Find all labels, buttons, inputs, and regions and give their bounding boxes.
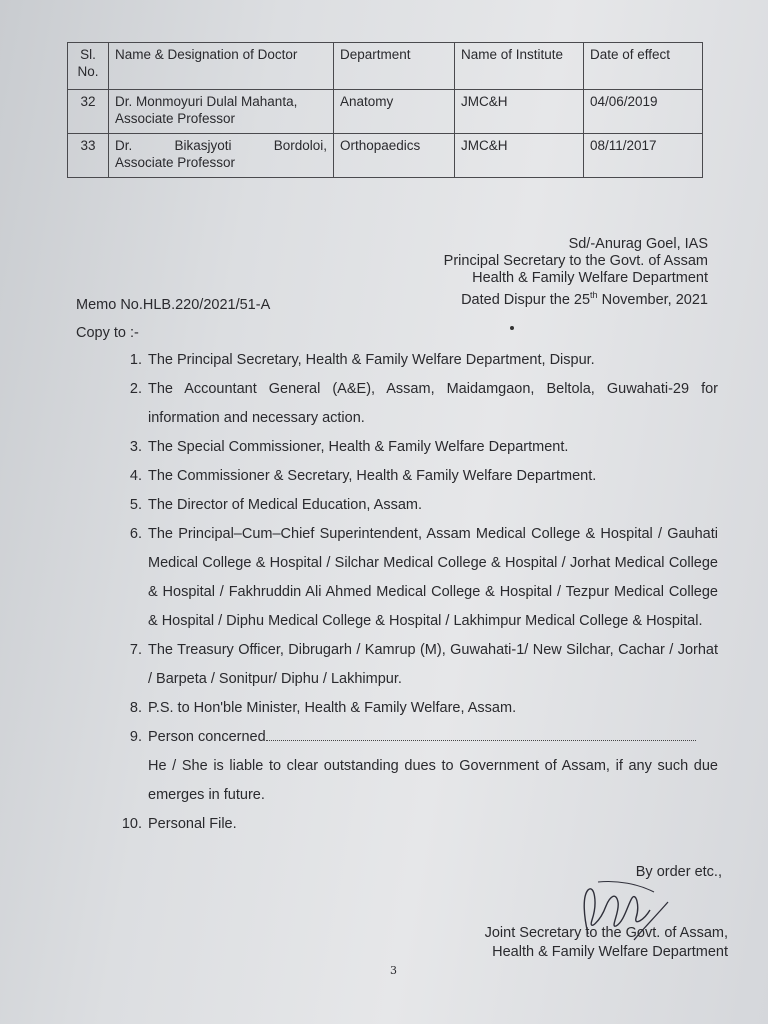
- signatory-date: [444, 287, 708, 309]
- header-department: Department: [334, 43, 455, 90]
- item-number: 6.: [129, 526, 142, 542]
- item-number: 3.: [129, 439, 142, 455]
- recipient-list: [118, 346, 718, 839]
- item-note: He / She is liable to clear outstanding dues to Government of Assam, if any such due emerges in future.: [148, 758, 718, 803]
- item-text: The Director of Medical Education, Assam.: [148, 497, 423, 513]
- doctor-table: [67, 42, 703, 178]
- table-header-row: [68, 43, 703, 90]
- dotted-blank: [266, 728, 696, 741]
- list-item: [118, 346, 718, 375]
- list-item: [118, 636, 718, 694]
- cell-institute: JMC&H: [455, 90, 584, 134]
- item-text: The Principal–Cum–Chief Superintendent, Assam Medical College & Hospital / Gauhati Medical College & Hospital / Silchar Medical College & Hospital / Jorhat Medical College & Hospital / Fakhruddin Ali Ahmed Medical College & Hospital / Tezpur Medical College & Hospital / Diphu Medical College & Hospital / Lakhimpur Medical College & Hospital.: [148, 526, 718, 629]
- closing-department: Health & Family Welfare Department: [492, 944, 728, 960]
- header-institute: Name of Institute: [455, 43, 584, 90]
- copy-to-label: Copy to :-: [76, 325, 139, 341]
- item-number: 1.: [129, 352, 142, 368]
- item-text: Personal File.: [148, 816, 237, 832]
- cell-institute: JMC&H: [455, 134, 584, 178]
- table-row: [68, 90, 703, 134]
- list-item: [118, 694, 718, 723]
- cell-name: [109, 90, 334, 134]
- item-text: The Principal Secretary, Health & Family Welfare Department, Dispur.: [148, 352, 595, 368]
- page-number: 3: [390, 964, 397, 977]
- list-item: [118, 491, 718, 520]
- cell-date: 08/11/2017: [584, 134, 703, 178]
- date-prefix: Dated Dispur the 25: [461, 291, 591, 308]
- cell-sl: 33: [68, 134, 109, 178]
- item-text: The Commissioner & Secretary, Health & Family Welfare Department.: [148, 468, 597, 484]
- item-number: 2.: [129, 381, 142, 397]
- cell-name: [109, 134, 334, 178]
- signatory-name: Sd/-Anurag Goel, IAS: [568, 236, 708, 252]
- list-item: [118, 810, 718, 839]
- item-number: 10.: [121, 816, 142, 832]
- signatory-block: [444, 236, 708, 309]
- date-ordinal: th: [590, 290, 598, 300]
- cell-department: Anatomy: [334, 90, 455, 134]
- signatory-department: Health & Family Welfare Department: [472, 270, 708, 286]
- item-text: The Special Commissioner, Health & Family Welfare Department.: [148, 439, 569, 455]
- header-date-of-effect: Date of effect: [584, 43, 703, 90]
- item-number: 9.: [129, 729, 142, 745]
- table-row: [68, 134, 703, 178]
- header-name-designation: Name & Designation of Doctor: [109, 43, 334, 90]
- item-text: P.S. to Hon'ble Minister, Health & Family Welfare, Assam.: [148, 700, 517, 716]
- item-number: 8.: [129, 700, 142, 716]
- cell-sl: 32: [68, 90, 109, 134]
- header-sl-no: Sl. No.: [68, 43, 109, 90]
- date-suffix: November, 2021: [597, 291, 708, 308]
- item-text: Person concerned: [148, 729, 266, 745]
- signatory-title: Principal Secretary to the Govt. of Assam: [443, 253, 708, 269]
- cell-date: 04/06/2019: [584, 90, 703, 134]
- doctor-name: Dr. Bikasjyoti Bordoloi,: [115, 138, 327, 153]
- memo-number: Memo No.HLB.220/2021/51-A: [76, 297, 271, 313]
- list-item: [118, 723, 718, 810]
- item-number: 4.: [129, 468, 142, 484]
- item-text: The Accountant General (A&E), Assam, Maidamgaon, Beltola, Guwahati-29 for information and necessary action.: [148, 381, 718, 426]
- item-text: The Treasury Officer, Dibrugarh / Kamrup (M), Guwahati-1/ New Silchar, Cachar / Jorhat / Barpeta / Sonitpur/ Diphu / Lakhimpur.: [148, 642, 718, 687]
- doctor-name: Dr. Monmoyuri Dulal Mahanta,: [115, 94, 298, 109]
- closing-title: Joint Secretary to the Govt. of Assam,: [484, 925, 728, 941]
- list-item: [118, 462, 718, 491]
- list-item: [118, 375, 718, 433]
- doctor-designation: Associate Professor: [115, 111, 236, 126]
- doctor-designation: Associate Professor: [115, 155, 236, 170]
- cell-department: Orthopaedics: [334, 134, 455, 178]
- item-number: 5.: [129, 497, 142, 513]
- item-number: 7.: [129, 642, 142, 658]
- list-item: [118, 433, 718, 462]
- closing-block: [485, 924, 728, 962]
- ink-dot: [510, 326, 514, 330]
- list-item: [118, 520, 718, 636]
- by-order-text: By order etc.,: [635, 864, 722, 880]
